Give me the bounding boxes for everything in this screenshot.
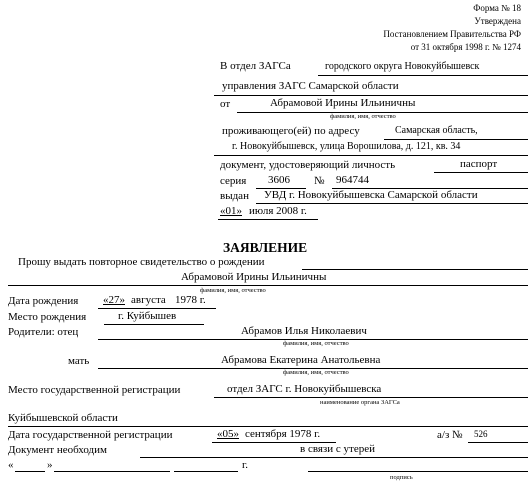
father-name: Абрамов Илья Николаевич: [241, 325, 367, 337]
to-dept-underline: [318, 75, 528, 76]
from-value: Абрамовой Ирины Ильиничны: [270, 97, 416, 109]
record-label: а/з №: [437, 429, 463, 441]
dob-underline: [98, 308, 216, 309]
sign-year-suffix: г.: [242, 459, 249, 471]
sign-year-underline: [174, 471, 238, 472]
series-value: 3606: [268, 174, 290, 186]
decree-date: от 31 октября 1998 г. № 1274: [410, 42, 521, 52]
record-value: 526: [474, 429, 488, 439]
issued-underline: [256, 203, 528, 204]
parents-label: Родители: отец: [8, 326, 79, 338]
issued-date-rest: июля 2008 г.: [249, 205, 307, 217]
father-caption: фамилия, имя, отчество: [283, 340, 349, 347]
request-text: Прошу выдать повторное свидетельство о рождении: [18, 256, 265, 268]
mother-caption: фамилия, имя, отчество: [283, 369, 349, 376]
reg-place-value: отдел ЗАГС г. Новокуйбышевска: [227, 383, 382, 395]
doc-needed-label: Документ необходим: [8, 444, 107, 456]
person-name: Абрамовой Ирины Ильиничны: [181, 271, 327, 283]
issued-label: выдан: [220, 190, 249, 202]
number-value: 964744: [336, 174, 369, 186]
issued-date-day: «01»: [220, 205, 242, 217]
dob-year: 1978 г.: [175, 294, 206, 306]
reg-place-caption: наименование органа ЗАГСа: [320, 399, 400, 406]
approved-label: Утверждена: [474, 16, 521, 26]
residence-underline: [384, 139, 528, 140]
reg-place-value2: Куйбышевской области: [8, 412, 118, 424]
from-label: от: [220, 98, 231, 110]
residence2-underline: [214, 155, 528, 156]
to-dept-label: В отдел ЗАГСа: [220, 60, 291, 72]
issued-value: УВД г. Новокуйбышевска Самарской области: [264, 189, 478, 201]
residence-value: Самарская область,: [395, 125, 478, 136]
person-underline: [8, 285, 528, 286]
sign-date-open: «: [8, 459, 14, 471]
residence-label: проживающего(ей) по адресу: [222, 125, 360, 137]
decree-label: Постановлением Правительства РФ: [383, 29, 521, 39]
id-doc-value: паспорт: [460, 158, 498, 170]
sign-date-close: »: [47, 459, 53, 471]
id-doc-label: документ, удостоверяющий личность: [220, 159, 396, 171]
reg-place2-underline: [8, 426, 528, 427]
dob-label: Дата рождения: [8, 295, 79, 307]
signature-caption: подпись: [390, 474, 413, 481]
pob-label: Место рождения: [8, 311, 87, 323]
reg-date-day: «05»: [217, 428, 239, 440]
record-underline: [468, 442, 528, 443]
reg-date-label: Дата государственной регистрации: [8, 429, 173, 441]
pob-value: г. Куйбышев: [118, 310, 177, 322]
doc-needed-value: в связи с утерей: [300, 443, 376, 455]
dob-day: «27»: [103, 294, 125, 306]
doc-needed-underline: [140, 457, 528, 458]
to-dept2-underline: [214, 95, 528, 96]
dob-month: августа: [131, 294, 166, 306]
reg-place-label: Место государственной регистрации: [8, 384, 181, 396]
document-title: ЗАЯВЛЕНИЕ: [223, 240, 308, 255]
reg-date-rest: сентября 1978 г.: [245, 428, 321, 440]
series-label: серия: [220, 175, 247, 187]
request-underline: [302, 269, 528, 270]
number-label: №: [314, 175, 325, 187]
mother-name: Абрамова Екатерина Анатольевна: [221, 354, 381, 366]
to-dept-value: городского округа Новокуйбышевск: [325, 61, 480, 72]
residence-value2: г. Новокуйбышевск, улица Ворошилова, д. 121, кв. 34: [232, 141, 461, 152]
signature-underline: [308, 471, 528, 472]
from-caption: фамилия, имя, отчество: [330, 113, 396, 120]
to-dept-value2: управления ЗАГС Самарской области: [222, 80, 399, 92]
person-caption: фамилия, имя, отчество: [200, 287, 266, 294]
pob-underline: [104, 324, 204, 325]
mother-label: мать: [68, 355, 90, 367]
issued-date-underline: [218, 219, 318, 220]
id-doc-underline: [434, 172, 528, 173]
reg-place-underline: [214, 397, 528, 398]
sign-month-underline: [54, 471, 170, 472]
form-number: Форма № 18: [473, 3, 521, 13]
sign-day-underline: [15, 471, 45, 472]
